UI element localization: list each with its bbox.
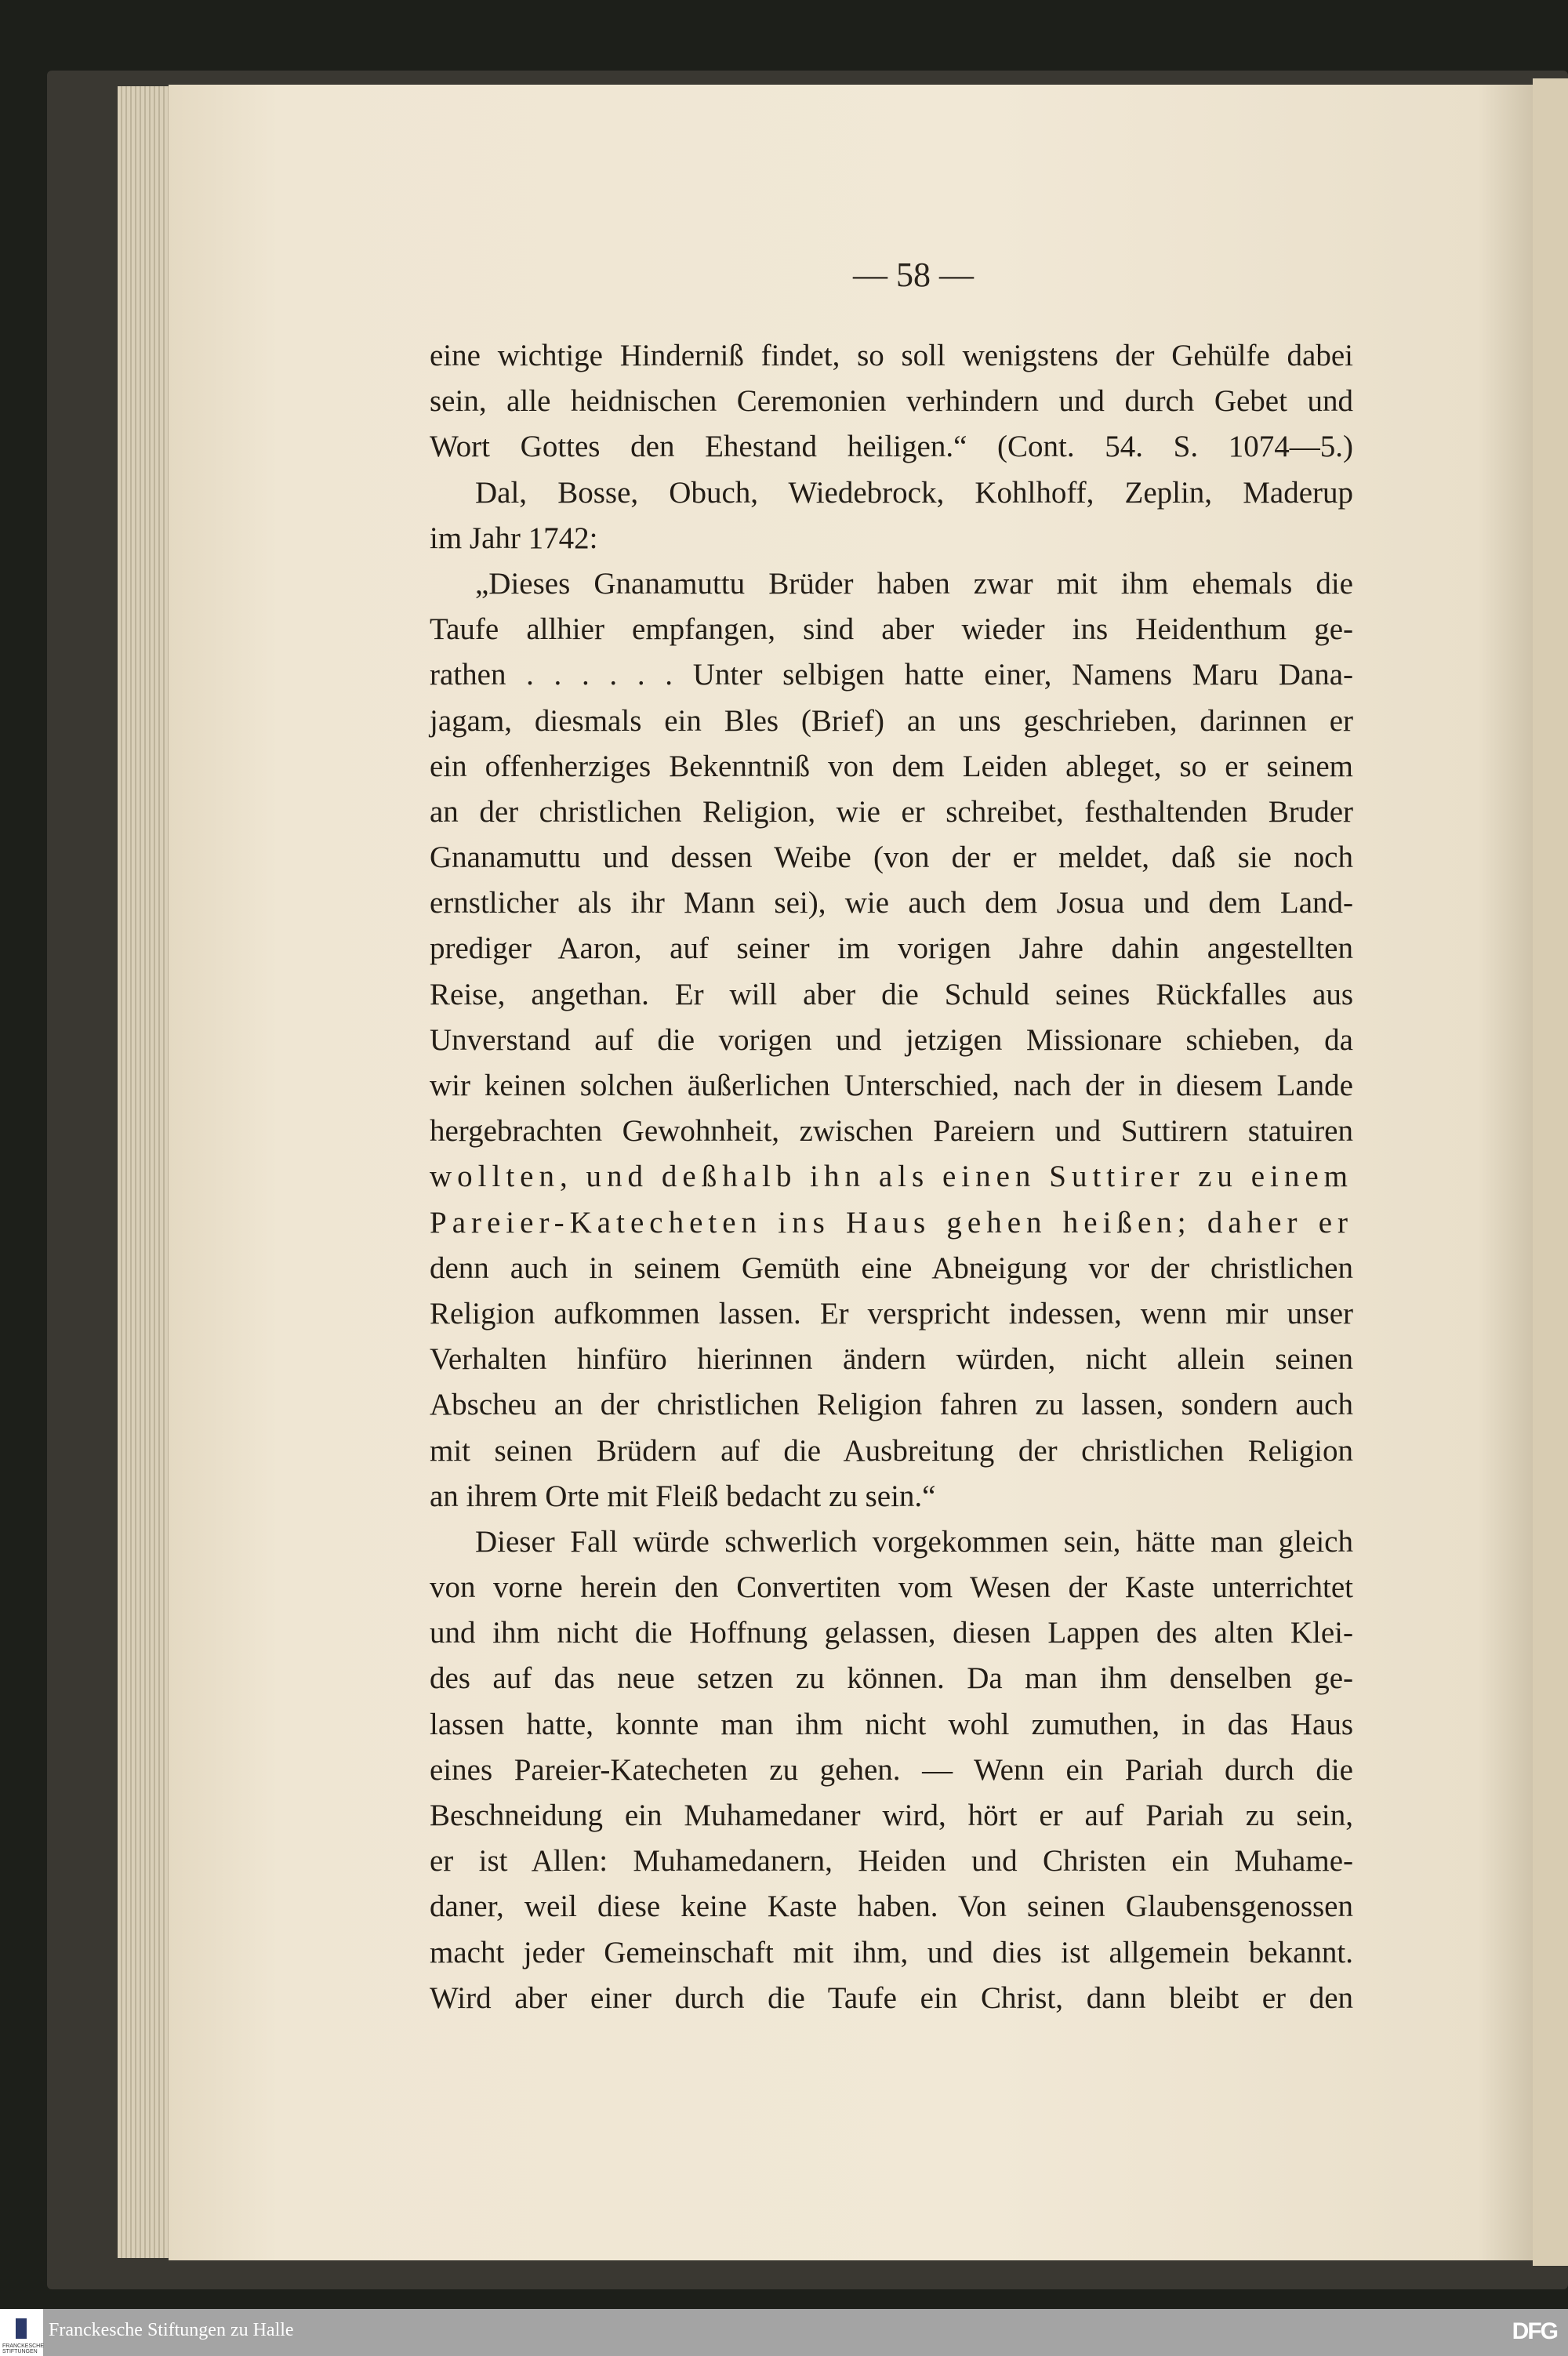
text-line: rathen . . . . . . Unter selbigen hatte einer, Namens Maru Dana- [430, 658, 1353, 692]
page-number: — 58 — [853, 256, 974, 294]
text-line: denn auch in seinem Gemüth eine Abneigung vor der christlichen [430, 1251, 1353, 1285]
text-line: Beschneidung ein Muhamedaner wird, hört er auf Pariah zu sein, [430, 1799, 1353, 1832]
text-line: daner, weil diese keine Kaste haben. Von seinen Glaubensgenossen [430, 1890, 1353, 1924]
text-line: Wird aber einer durch die Taufe ein Christ, dann bleibt er den [430, 1980, 1353, 2015]
text-line: macht jeder Gemeinschaft mit ihm, und dies ist allgemein bekannt. [430, 1935, 1353, 1969]
logo-text: FRANCKESCHE STIFTUNGEN [2, 2343, 44, 2354]
text-line: er ist Allen: Muhamedanern, Heiden und Christen ein Muhame- [430, 1844, 1353, 1879]
text-line: ernstlicher als ihr Mann sei), wie auch dem Josua und dem Land- [430, 886, 1353, 920]
text-line: hergebrachten Gewohnheit, zwischen Pareiern und Suttirern statuiren [430, 1114, 1353, 1149]
text-line: mit seinen Brüdern auf die Ausbreitung der christlichen Religion [430, 1433, 1353, 1468]
text-line: und ihm nicht die Hoffnung gelassen, diesen Lappen des alten Klei- [430, 1616, 1353, 1650]
text-line: eines Pareier-Katecheten zu gehen. — Wenn ein Pariah durch die [430, 1752, 1353, 1787]
text-line: wollten, und deßhalb ihn als einen Suttirer zu einem [430, 1160, 1353, 1194]
page-text [430, 333, 1353, 2021]
text-line: Verhalten hinfüro hierinnen ändern würden, nicht allein seinen [430, 1342, 1353, 1377]
text-line: des auf das neue setzen zu können. Da man ihm denselben ge- [430, 1661, 1353, 1696]
text-line: an ihrem Orte mit Fleiß bedacht zu sein.“ [430, 1479, 936, 1513]
text-line: Unverstand auf die vorigen und jetzigen Missionare schieben, da [430, 1022, 1353, 1057]
footer-title[interactable]: Franckesche Stiftungen zu Halle [49, 2320, 294, 2340]
text-line: Reise, angethan. Er will aber die Schuld seines Rückfalles aus [430, 977, 1353, 1011]
text-line: Dal, Bosse, Obuch, Wiedebrock, Kohlhoff, Zeplin, Maderup [475, 475, 1353, 510]
text-line: Pareier-Katecheten ins Haus gehen heißen; daher er [430, 1205, 1353, 1240]
text-line: prediger Aaron, auf seiner im vorigen Jahre dahin angestellten [430, 931, 1353, 966]
text-line: von vorne herein den Convertiten vom Wesen der Kaste unterrichtet [430, 1570, 1353, 1605]
text-line: „Dieses Gnanamuttu Brüder haben zwar mit ihm ehemals die [475, 566, 1353, 601]
text-line: eine wichtige Hinderniß findet, so soll wenigstens der Gehülfe dabei [430, 339, 1353, 372]
page-edges [118, 86, 172, 2258]
text-line: Religion aufkommen lassen. Er verspricht indessen, wenn mir unser [430, 1296, 1353, 1330]
text-line: wir keinen solchen äußerlichen Unterschied, nach der in diesem Lande [430, 1069, 1353, 1102]
facing-page-edge [1533, 78, 1568, 2266]
text-line: lassen hatte, konnte man ihm nicht wohl zumuthen, in das Haus [430, 1707, 1353, 1741]
text-line: Dieser Fall würde schwerlich vorgekommen sein, hätte man gleich [475, 1524, 1353, 1559]
text-line: im Jahr 1742: [430, 521, 598, 555]
text-line: ein offenherziges Bekenntniß von dem Leiden ableget, so er seinem [430, 749, 1353, 783]
dfg-logo[interactable]: DFG [1512, 2318, 1557, 2344]
text-line: Gnanamuttu und dessen Weibe (von der er meldet, daß sie noch [430, 840, 1353, 875]
text-line: an der christlichen Religion, wie er schreibet, festhaltenden Bruder [430, 794, 1353, 829]
text-line: sein, alle heidnischen Ceremonien verhindern und durch Gebet und [430, 384, 1353, 419]
text-line: Wort Gottes den Ehestand heiligen.“ (Cont. 54. S. 1074—5.) [430, 430, 1353, 464]
text-line: Abscheu an der christlichen Religion fahren zu lassen, sondern auch [430, 1388, 1353, 1422]
footer-bar [0, 2309, 1568, 2356]
text-line: Taufe allhier empfangen, sind aber wieder ins Heidenthum ge- [430, 612, 1353, 647]
text-line: jagam, diesmals ein Bles (Brief) an uns geschrieben, darinnen er [430, 703, 1353, 738]
francke-logo[interactable] [0, 2309, 43, 2356]
